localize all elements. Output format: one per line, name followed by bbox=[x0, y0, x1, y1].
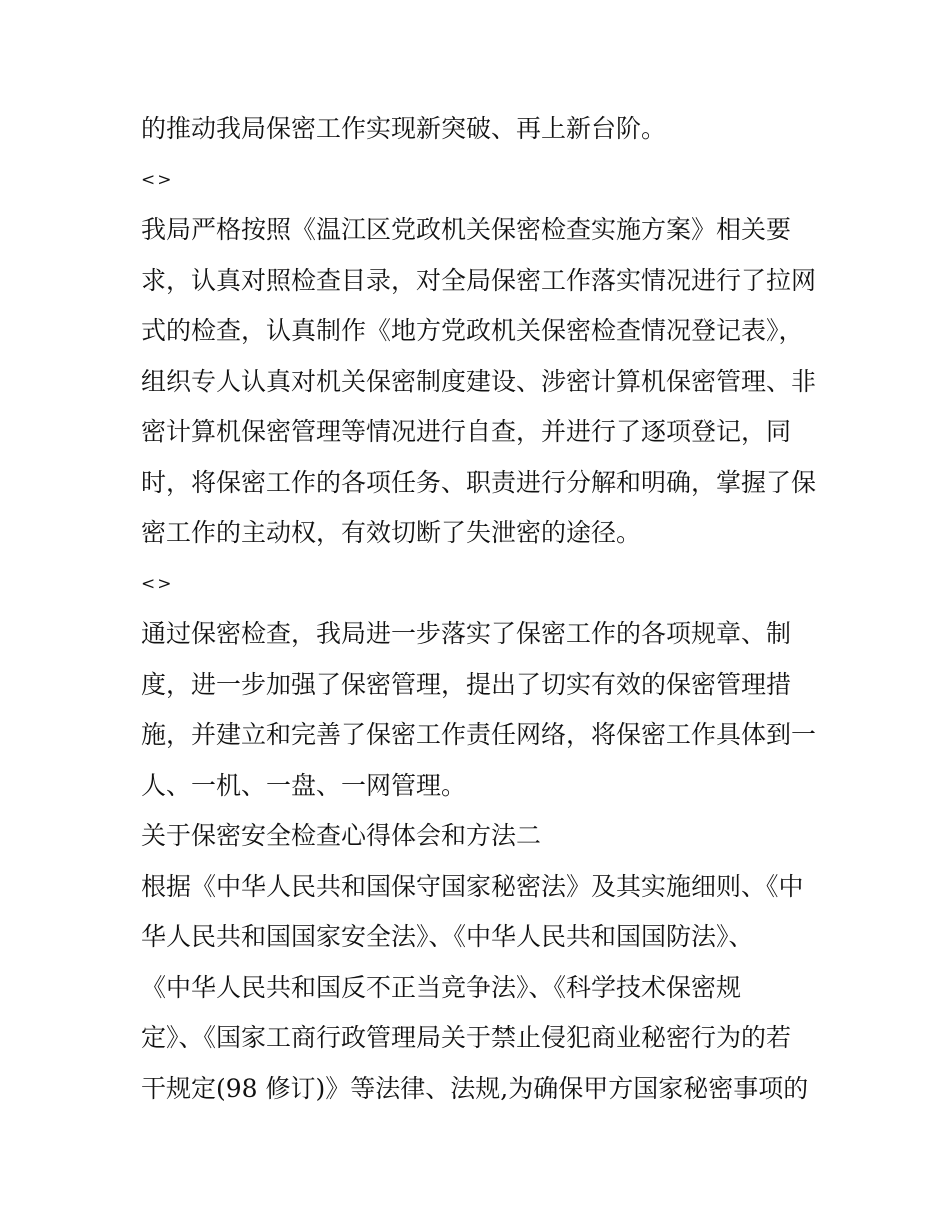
text-line: 《中华人民共和国反不正当竞争法》、《科学技术保密规 bbox=[141, 972, 742, 1002]
section-heading: 关于保密安全检查心得体会和方法二 bbox=[141, 821, 542, 850]
text-line: 式的检查，认真制作《地方党政机关保密检查情况登记表》， bbox=[141, 316, 804, 345]
text-line: 施，并建立和完善了保密工作责任网络，将保密工作具体到一 bbox=[141, 720, 817, 749]
text-line: 求，认真对照检查目录，对全局保密工作落实情况进行了拉网 bbox=[141, 265, 817, 295]
paragraph-marker: <> bbox=[141, 573, 174, 594]
paragraph-marker: <> bbox=[141, 169, 174, 190]
text-line: 的推动我局保密工作实现新突破、再上新台阶。 bbox=[141, 114, 667, 143]
text-line: 密计算机保密管理等情况进行自查，并进行了逐项登记，同 bbox=[141, 417, 792, 446]
text-line: 组织专人认真对机关保密制度建设、涉密计算机保密管理、非 bbox=[141, 366, 817, 396]
text-line: 时，将保密工作的各项任务、职责进行分解和明确，掌握了保 bbox=[141, 467, 817, 497]
text-line: 我局严格按照《温江区党政机关保密检查实施方案》相关要 bbox=[141, 215, 792, 244]
text-line: 密工作的主动权，有效切断了失泄密的途径。 bbox=[141, 518, 642, 547]
text-line: 通过保密检查，我局进一步落实了保密工作的各项规章、制 bbox=[141, 619, 792, 648]
document-body bbox=[141, 104, 821, 1114]
text-line: 人、一机、一盘、一网管理。 bbox=[141, 770, 467, 800]
text-line: 干规定(98 修订)》等法律、法规,为确保甲方国家秘密事项的 bbox=[141, 1073, 809, 1103]
text-line: 定》、《国家工商行政管理局关于禁止侵犯商业秘密行为的若 bbox=[141, 1023, 792, 1052]
text-line: 度，进一步加强了保密管理，提出了切实有效的保密管理措 bbox=[141, 669, 792, 699]
text-line: 华人民共和国国家安全法》、《中华人民共和国国防法》、 bbox=[141, 922, 754, 951]
text-line: 根据《中华人民共和国保守国家秘密法》及其实施细则、《中 bbox=[141, 871, 804, 901]
